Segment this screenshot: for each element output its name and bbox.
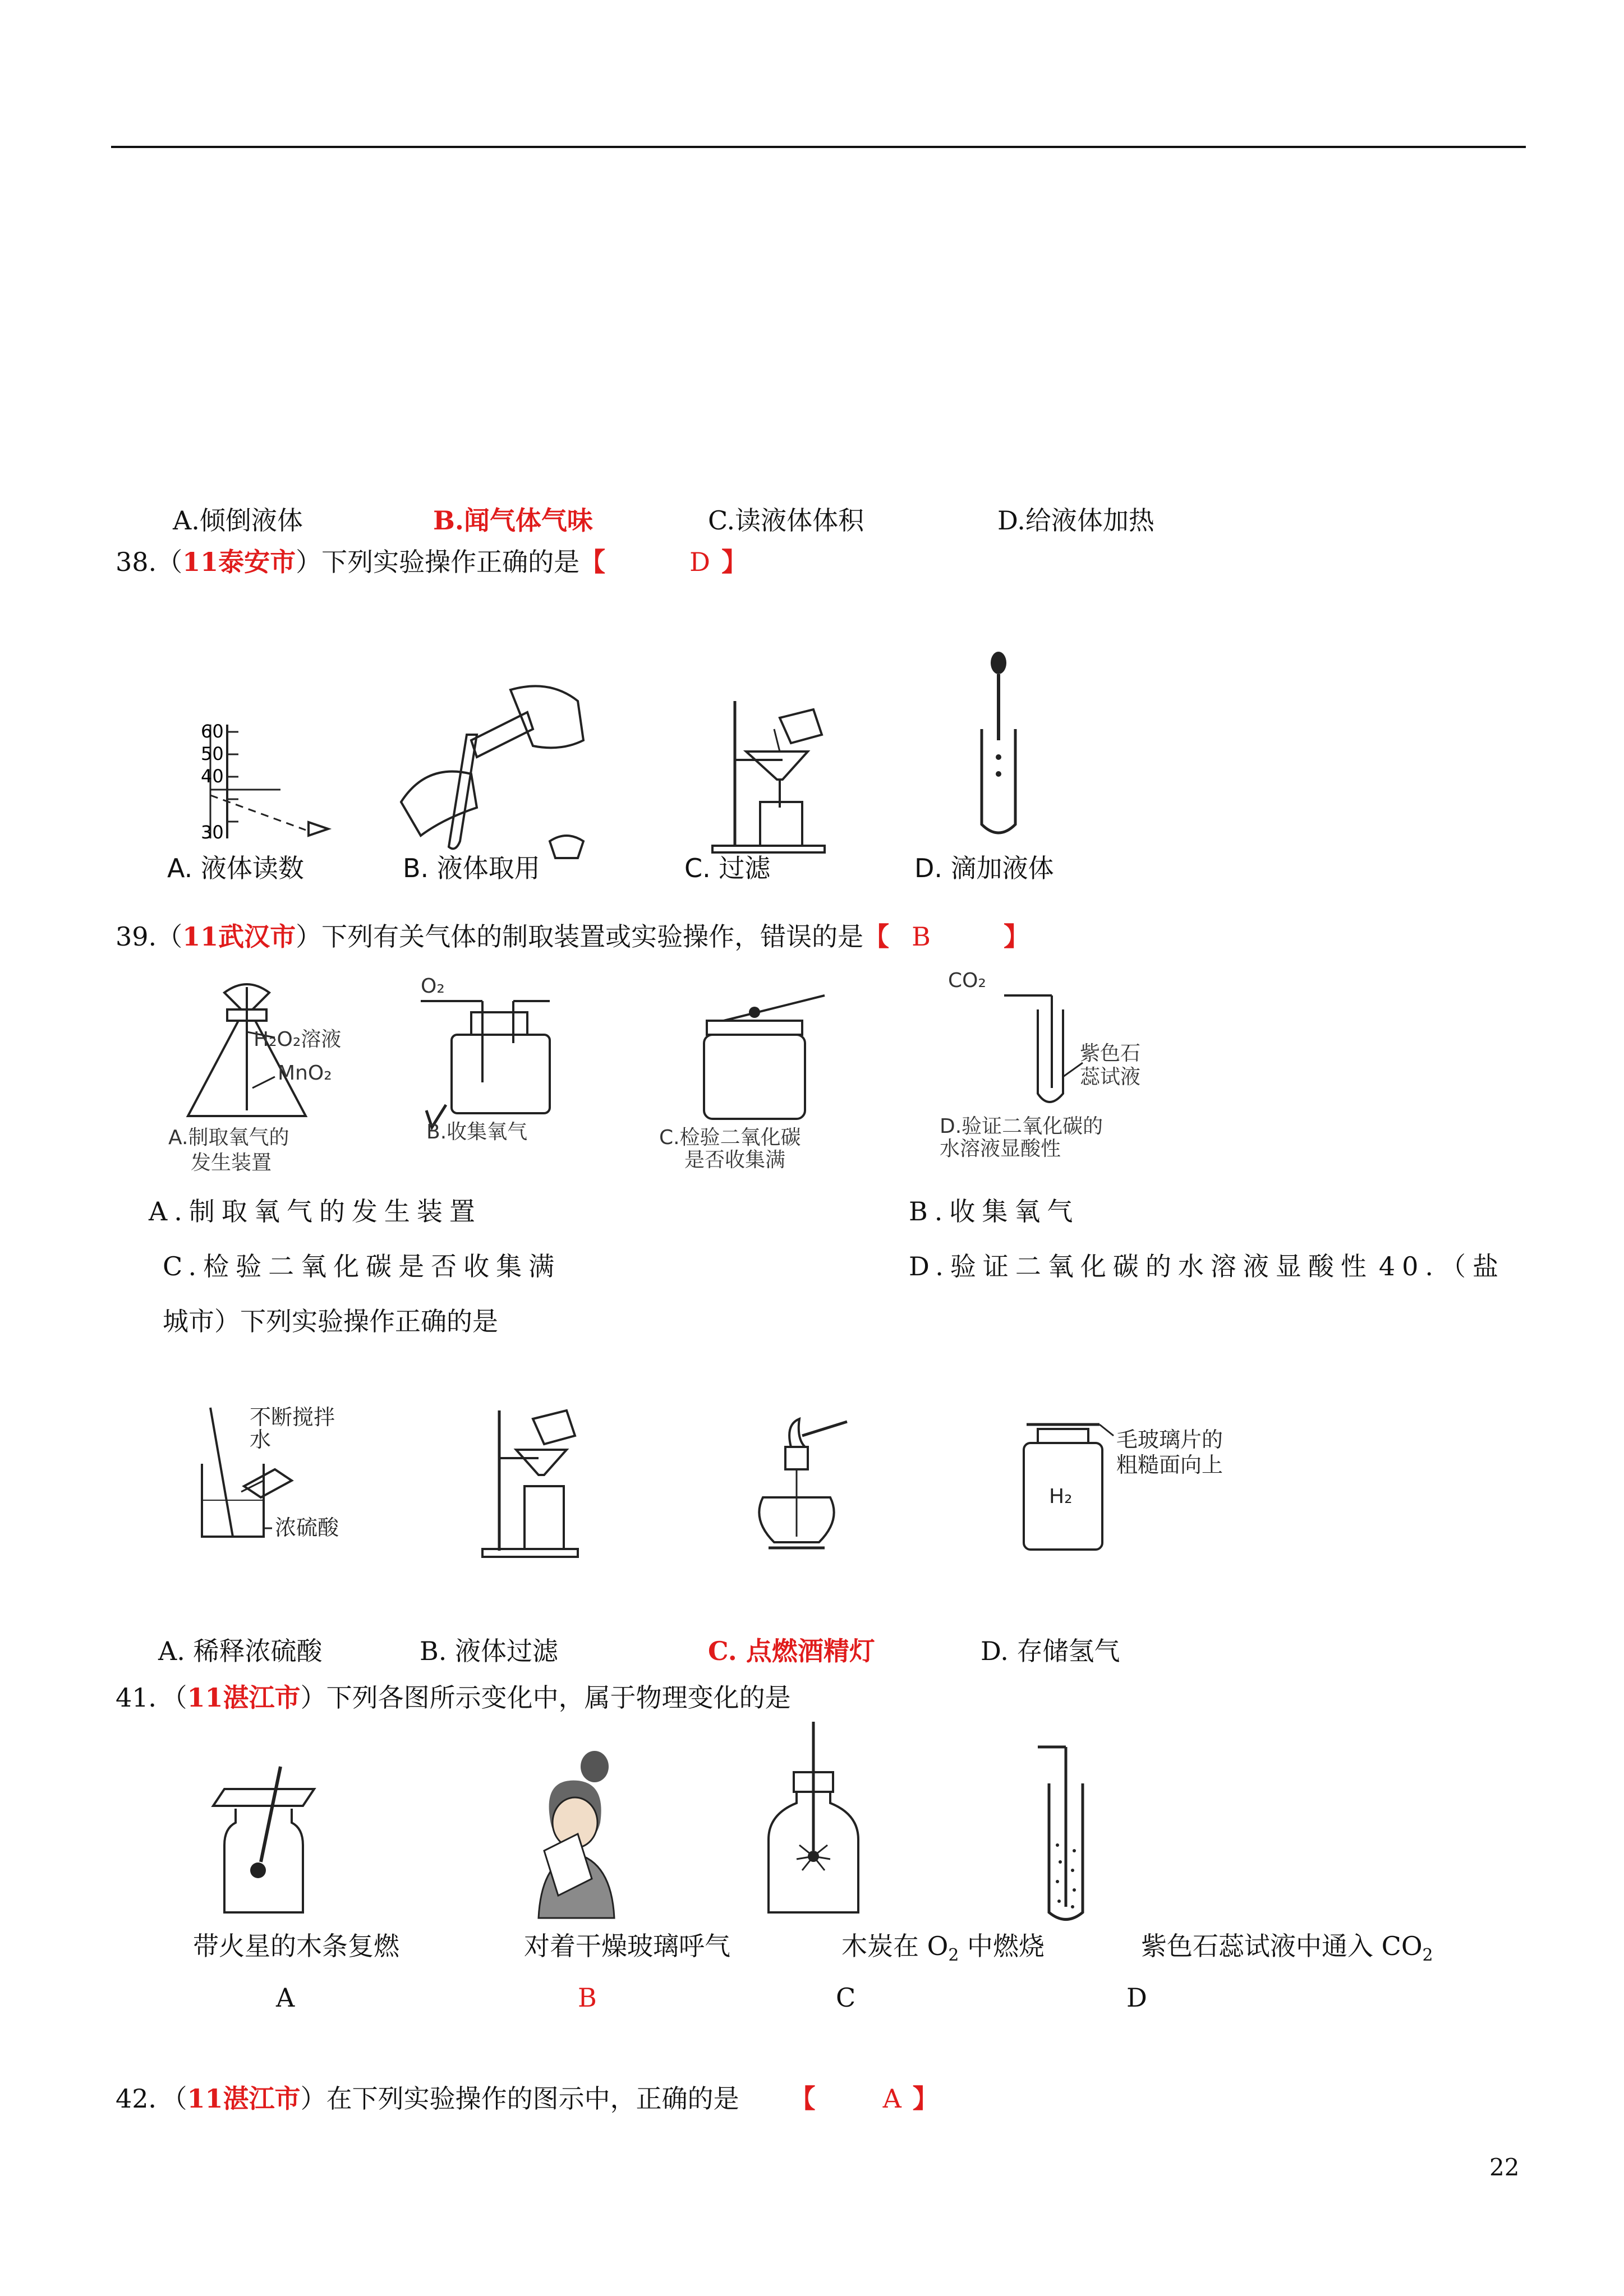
q39-fig-caption-d1: D.验证二氧化碳的 (940, 1115, 1103, 1138)
q39-fig-d (931, 965, 1195, 1169)
q38-tick-60: 60 (201, 721, 224, 742)
q42-number: 42．（ (116, 2083, 187, 2114)
q41-caption-d-sub: 2 (1422, 1945, 1433, 1966)
q38-stem (116, 545, 747, 579)
q41-caption-c-pre: 木炭在 O (841, 1931, 949, 1961)
q40-label-water: 水 (250, 1427, 272, 1452)
q38-fig-cylinder (168, 718, 353, 849)
q39-option-a: A.制取氧气的发生装置 (149, 1196, 482, 1227)
q40-option-c: C. 点燃酒精灯 (708, 1636, 875, 1666)
q39-bracket-close: 】 (1003, 921, 1029, 952)
header-rule (111, 146, 1526, 148)
q40-label-stir: 不断搅拌 (250, 1405, 335, 1430)
q39-label-mno2: MnO₂ (278, 1062, 332, 1085)
q39-fig-caption-b: B.收集氧气 (426, 1121, 528, 1144)
q40-number-inline: 40.（盐 (1378, 1251, 1506, 1281)
q40-fig-b (477, 1402, 600, 1567)
q38-tick-50: 50 (201, 743, 224, 764)
q39-label-co2: CO₂ (948, 969, 986, 992)
q40-stem: 城市）下列实验操作正确的是 (163, 1306, 498, 1336)
q40-fig-c (740, 1413, 853, 1567)
q38-option-a: A. 液体读数 (167, 853, 304, 883)
q38-fig-filtration (701, 695, 841, 860)
q37-option-b: B.闻气体气味 (433, 505, 593, 536)
q41-fig-d (1032, 1739, 1111, 1931)
q41-number: 41．（ (116, 1682, 187, 1713)
q37-option-d: D.给液体加热 (997, 505, 1154, 536)
q39-fig-caption-c1: C.检验二氧化碳 (659, 1126, 801, 1149)
q41-caption-a: 带火星的木条复燃 (193, 1931, 399, 1961)
q41-caption-c-sub: 2 (948, 1945, 959, 1966)
q42-bracket-close: 】 (912, 2083, 938, 2114)
q39-stem (116, 920, 1029, 953)
q39-label-litmus2: 蕊试液 (1080, 1066, 1141, 1089)
q39-bracket-open: 【 (863, 921, 890, 952)
q42-stem-text: ）在下列实验操作的图示中，正确的是 (300, 2083, 739, 2114)
q38-option-c: C. 过滤 (684, 853, 771, 883)
q41-stem-text: ）下列各图所示变化中，属于物理变化的是 (300, 1682, 791, 1713)
q38-tick-40: 40 (201, 766, 224, 787)
q38-bracket-open: 【 (579, 547, 606, 577)
q37-option-a: A.倾倒液体 (173, 505, 303, 536)
q39-label-litmus1: 紫色石 (1080, 1042, 1141, 1065)
q39-source: 11武汉市 (182, 921, 296, 952)
q39-number: 39.（ (116, 921, 183, 952)
q40-option-d: D. 存储氢气 (981, 1636, 1120, 1666)
q38-tick-30: 30 (201, 822, 224, 843)
q39-label-o2: O₂ (421, 975, 445, 998)
q40-label-h2: H₂ (1049, 1485, 1073, 1508)
q40-label-acid: 浓硫酸 (275, 1515, 339, 1540)
q41-source: 11湛江市 (187, 1682, 301, 1713)
q38-number: 38.（ (116, 547, 183, 577)
q41-stem (116, 1681, 791, 1714)
q41-letter-a: A (276, 1983, 295, 2013)
page-number: 22 (1489, 2154, 1520, 2181)
q41-fig-c (757, 1722, 869, 1920)
q38-source: 11泰安市 (182, 547, 296, 577)
q38-fig-dropper (965, 651, 1032, 843)
q39-option-d: D.验证二氧化碳的水溶液显酸性 (909, 1251, 1373, 1281)
q39-option-b: B.收集氧气 (909, 1196, 1080, 1227)
q39-fig-c (656, 987, 869, 1174)
q38-option-d: D. 滴加液体 (914, 853, 1054, 883)
q41-caption-c-post: 中燃烧 (959, 1931, 1045, 1961)
q41-fig-a (202, 1761, 331, 1926)
q41-letter-d: D (1126, 1983, 1147, 2013)
q41-caption-b: 对着干燥玻璃呼气 (524, 1931, 730, 1961)
q41-caption-c (841, 1929, 1045, 1972)
q38-option-b: B. 液体取用 (403, 853, 540, 883)
q41-letter-c: C (836, 1983, 856, 2013)
q39-option-d-line (909, 1250, 1505, 1283)
q41-letter-b: B (578, 1983, 597, 2013)
q40-option-b: B. 液体过滤 (420, 1636, 559, 1666)
q39-fig-caption-a1: A.制取氧气的 (168, 1126, 289, 1149)
q41-caption-d-pre: 紫色石蕊试液中通入 CO (1141, 1931, 1423, 1961)
q40-fig-a (191, 1402, 381, 1556)
q39-answer: B (912, 921, 931, 952)
q39-fig-caption-a2: 发生装置 (191, 1151, 272, 1174)
q39-fig-caption-d2: 水溶液显酸性 (940, 1137, 1061, 1160)
q39-stem-text: ）下列有关气体的制取装置或实验操作，错误的是 (296, 921, 864, 952)
q42-stem (116, 2082, 938, 2115)
q40-option-a: A. 稀释浓硫酸 (158, 1636, 323, 1666)
q41-caption-d (1141, 1929, 1433, 1972)
q40-label-glass1: 毛玻璃片的 (1116, 1427, 1223, 1452)
q40-fig-d (1015, 1413, 1251, 1567)
q39-fig-caption-c2: 是否收集满 (684, 1149, 786, 1172)
q38-answer: D (689, 547, 711, 577)
q39-fig-a (163, 976, 376, 1191)
q39-option-c: C.检验二氧化碳是否收集满 (163, 1251, 562, 1281)
q42-bracket-open: 【 (789, 2083, 816, 2114)
q38-bracket-close: 】 (721, 547, 748, 577)
q39-label-h2o2: H₂O₂溶液 (254, 1028, 342, 1051)
q39-fig-b (415, 970, 617, 1152)
q40-label-glass2: 粗糙面向上 (1116, 1453, 1223, 1477)
q41-fig-b (510, 1750, 645, 1931)
q42-source: 11湛江市 (187, 2083, 301, 2114)
q37-option-c: C.读液体体积 (708, 505, 864, 536)
q38-fig-pouring (393, 679, 606, 866)
q42-answer: A (882, 2083, 901, 2114)
q38-stem-text: ）下列实验操作正确的是 (296, 547, 580, 577)
